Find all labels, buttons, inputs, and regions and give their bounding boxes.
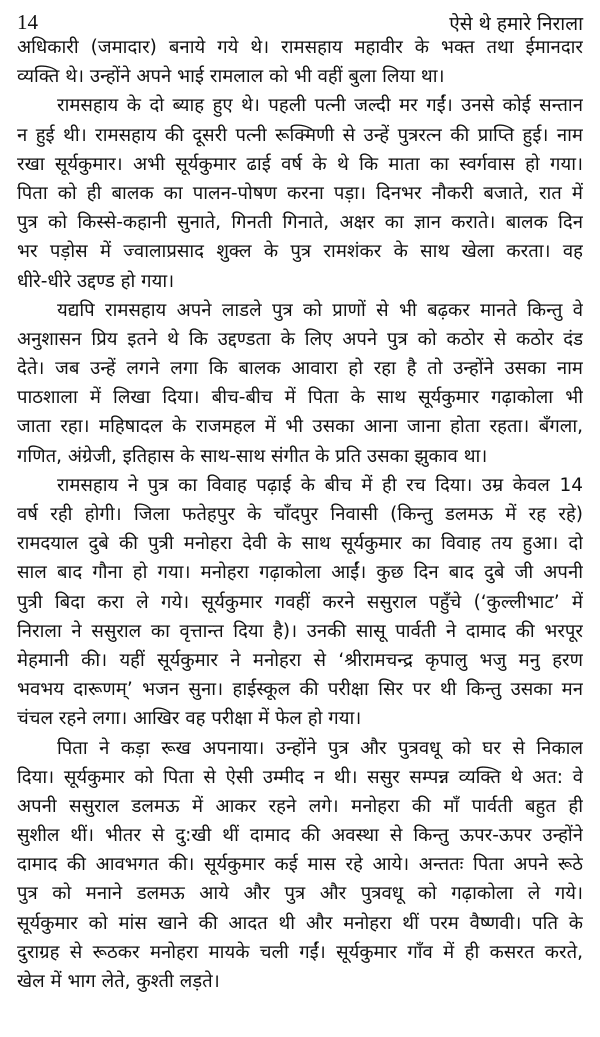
text-line: धीरे-धीरे उद्दण्ड हो गया।	[17, 270, 175, 292]
text-line: रामसहाय के दो ब्याह हुए थे। पहली पत्नी जल्दी मर गईं। उनसे कोई सन्तान	[57, 95, 583, 117]
text-line: सुशील थीं। भीतर से दु:खी थीं दामाद की अवस्था से किन्तु ऊपर-ऊपर उन्होंने	[17, 825, 583, 847]
text-line: जाता रहा। महिषादल के राजमहल में भी उसका आना जाना होता रहता। बँगला,	[17, 416, 583, 438]
text-line: रखा सूर्यकुमार। अभी सूर्यकुमार ढाई वर्ष के थे कि माता का स्वर्गवास हो गया।	[17, 153, 583, 175]
text-line: चंचल रहने लगा। आखिर वह परीक्षा में फेल हो गया।	[17, 708, 362, 730]
text-line: दिया। सूर्यकुमार को पिता से ऐसी उम्मीद न थी। ससुर सम्पन्न व्यक्ति थे अत: वे	[17, 766, 583, 788]
text-line: रामसहाय ने पुत्र का विवाह पढ़ाई के बीच में ही रच दिया। उम्र केवल 14	[57, 474, 583, 496]
text-line: निराला ने ससुराल का वृत्तान्त दिया है)। उनकी सासू पार्वती ने दामाद की भरपूर	[17, 620, 583, 642]
text-line: गणित, अंग्रेजी, इतिहास के साथ-साथ संगीत के प्रति उसका झुकाव था।	[17, 445, 488, 467]
page-number: 14	[17, 10, 38, 34]
text-line: रामदयाल दुबे की पुत्री मनोहरा देवी के साथ सूर्यकुमार का विवाह तय हुआ। दो	[17, 533, 583, 555]
text-line: पुत्री बिदा करा ले गये। सूर्यकुमार गवहीं करने ससुराल पहुँचे (‘कुल्लीभाट’ में	[17, 591, 583, 613]
text-line: व्यक्ति थे। उन्होंने अपने भाई रामलाल को भी वहीं बुला लिया था।	[17, 66, 445, 88]
text-line: भवभय दारूणम्’ भजन सुना। हाईस्कूल की परीक्षा सिर पर थी किन्तु उसका मन	[17, 679, 583, 701]
text-line: अपनी ससुराल डलमऊ में आकर रहने लगे। मनोहरा की माँ पार्वती बहुत ही	[17, 795, 583, 817]
text-line: वर्ष रही होगी। जिला फतेहपुर के चाँदपुर निवासी (किन्तु डलमऊ में रह रहे)	[17, 504, 583, 525]
text-line: अनुशासन प्रिय इतने थे कि उद्दण्डता के लिए अपने पुत्र को कठोर से कठोर दंड	[17, 328, 583, 350]
text-line: पिता को ही बालक का पालन-पोषण करना पड़ा। दिनभर नौकरी बजाते, रात में	[17, 182, 583, 204]
text-line: दुराग्रह से रूठकर मनोहरा मायके चली गईं। सूर्यकुमार गाँव में ही कसरत करते,	[17, 941, 583, 963]
page-header	[17, 4, 583, 34]
text-line: पाठशाला में लिखा दिया। बीच-बीच में पिता के साथ सूर्यकुमार गढ़ाकोला भी	[17, 387, 583, 409]
text-line: मेहमानी की। यहीं सूर्यकुमार ने मनोहरा से ‘श्रीरामचन्द्र कृपालु भजु मनु हरण	[17, 649, 583, 671]
running-title: ऐसे थे हमारे निराला	[449, 13, 583, 35]
text-line: अधिकारी (जमादार) बनाये गये थे। रामसहाय महावीर के भक्त तथा ईमानदार	[17, 37, 583, 58]
text-line: यद्यपि रामसहाय अपने लाडले पुत्र को प्राणों से भी बढ़कर मानते किन्तु वे	[57, 299, 583, 321]
text-line: दामाद की आवभगत की। सूर्यकुमार कई मास रहे आये। अन्ततः पिता अपने रूठे	[17, 854, 583, 876]
text-line: भर पड़ोस में ज्वालाप्रसाद शुक्ल के पुत्र रामशंकर के साथ खेला करता। वह	[17, 241, 583, 263]
text-line: देते। जब उन्हें लगने लगा कि बालक आवारा हो रहा है तो उन्होंने उसका नाम	[17, 358, 583, 380]
text-line: पुत्र को मनाने डलमऊ आये और पुत्र और पुत्रवधू को गढ़ाकोला ले गये।	[17, 883, 583, 905]
text-line: न हुई थी। रामसहाय की दूसरी पत्नी रूक्मिणी से उन्हें पुत्ररत्न की प्राप्ति हुई। नाम	[17, 124, 583, 146]
text-line: पुत्र को किस्से-कहानी सुनाते, गिनती गिनाते, अक्षर का ज्ञान कराते। बालक दिन	[17, 212, 583, 234]
text-line: पिता ने कड़ा रूख अपनाया। उन्होंने पुत्र और पुत्रवधू को घर से निकाल	[57, 737, 583, 759]
text-line: खेल में भाग लेते, कुश्ती लड़ते।	[17, 971, 220, 992]
text-line: साल बाद गौना हो गया। मनोहरा गढ़ाकोला आईं। कुछ दिन बाद दुबे जी अपनी	[17, 562, 583, 584]
page-body-text	[17, 33, 583, 996]
text-line: सूर्यकुमार को मांस खाने की आदत थी और मनोहरा थीं परम वैष्णवी। पति के	[17, 912, 583, 934]
